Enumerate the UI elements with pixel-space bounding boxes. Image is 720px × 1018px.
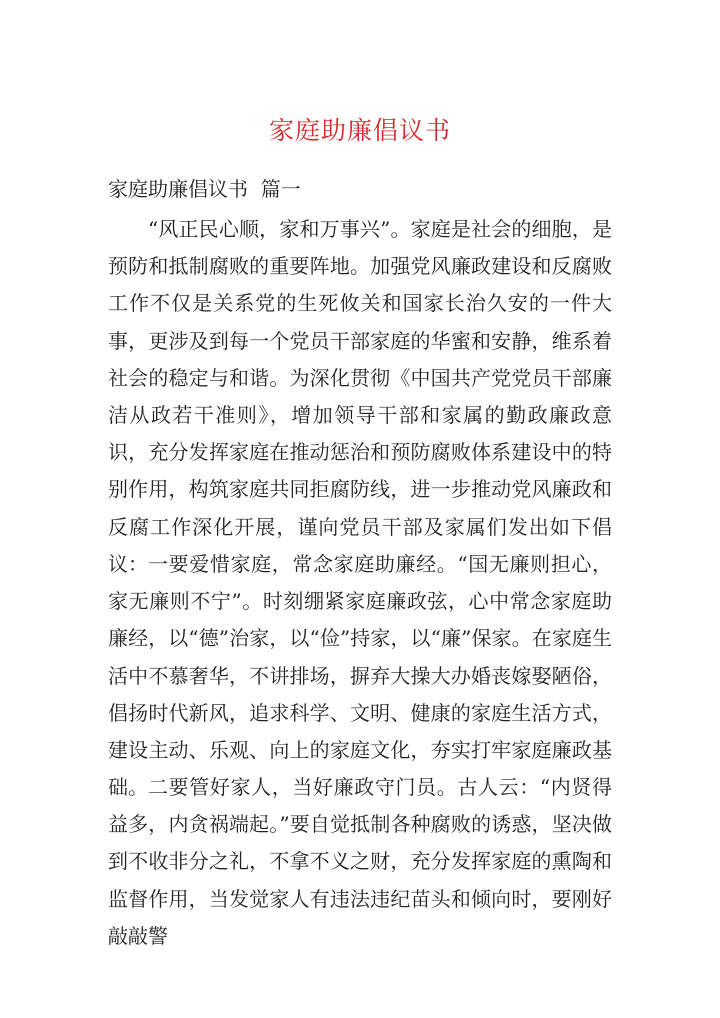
document-title: 家庭助廉倡议书	[268, 116, 451, 145]
document-subtitle: 家庭助廉倡议书 篇一	[108, 177, 301, 201]
paragraph-3: 二要管好家人，当好廉政守门员。古人云：“内贤得益多，内贪祸端起。”要自觉抵制各种腐败的诱惑，坚决做到不收非分之礼，不拿不义之财，充分发挥家庭的熏陶和监督作用，当发觉家人有违法违纪苗头和倾向时，要刚好敲敲警	[108, 775, 612, 948]
paragraph-2: 一要爱惜家庭，常念家庭助廉经。“国无廉则担心，家无廉则不宁”。时刻绷紧家庭廉政弦，心中常念家庭助廉经，以“德”治家，以“俭”持家，以“廉”保家。在家庭生活中不慕奢华，不讲排场，摒弃大操大办婚丧嫁娶陋俗，倡扬时代新风，追求科学、文明、健康的家庭生活方式，建设主动、乐观、向上的家庭文化，夯实打牢家庭廉政基础。	[108, 552, 612, 800]
paragraph-1: “风正民心顺，家和万事兴”。家庭是社会的细胞，是预防和抵制腐败的重要阵地。加强党风廉政建设和反腐败工作不仅是关系党的生死攸关和国家长治久安的一件大事，更涉及到每一个党员干部家庭的华蜜和安静，维系着社会的稳定与和谐。为深化贯彻《中国共产党党员干部廉洁从政若干准则》，增加领导干部和家属的勤政廉政意识，充分发挥家庭在推动惩治和预防腐败体系建设中的特别作用，构筑家庭共同拒腐防线，进一步推动党风廉政和反腐工作深化开展，谨向党员干部及家属们发出如下倡议：	[108, 217, 612, 576]
